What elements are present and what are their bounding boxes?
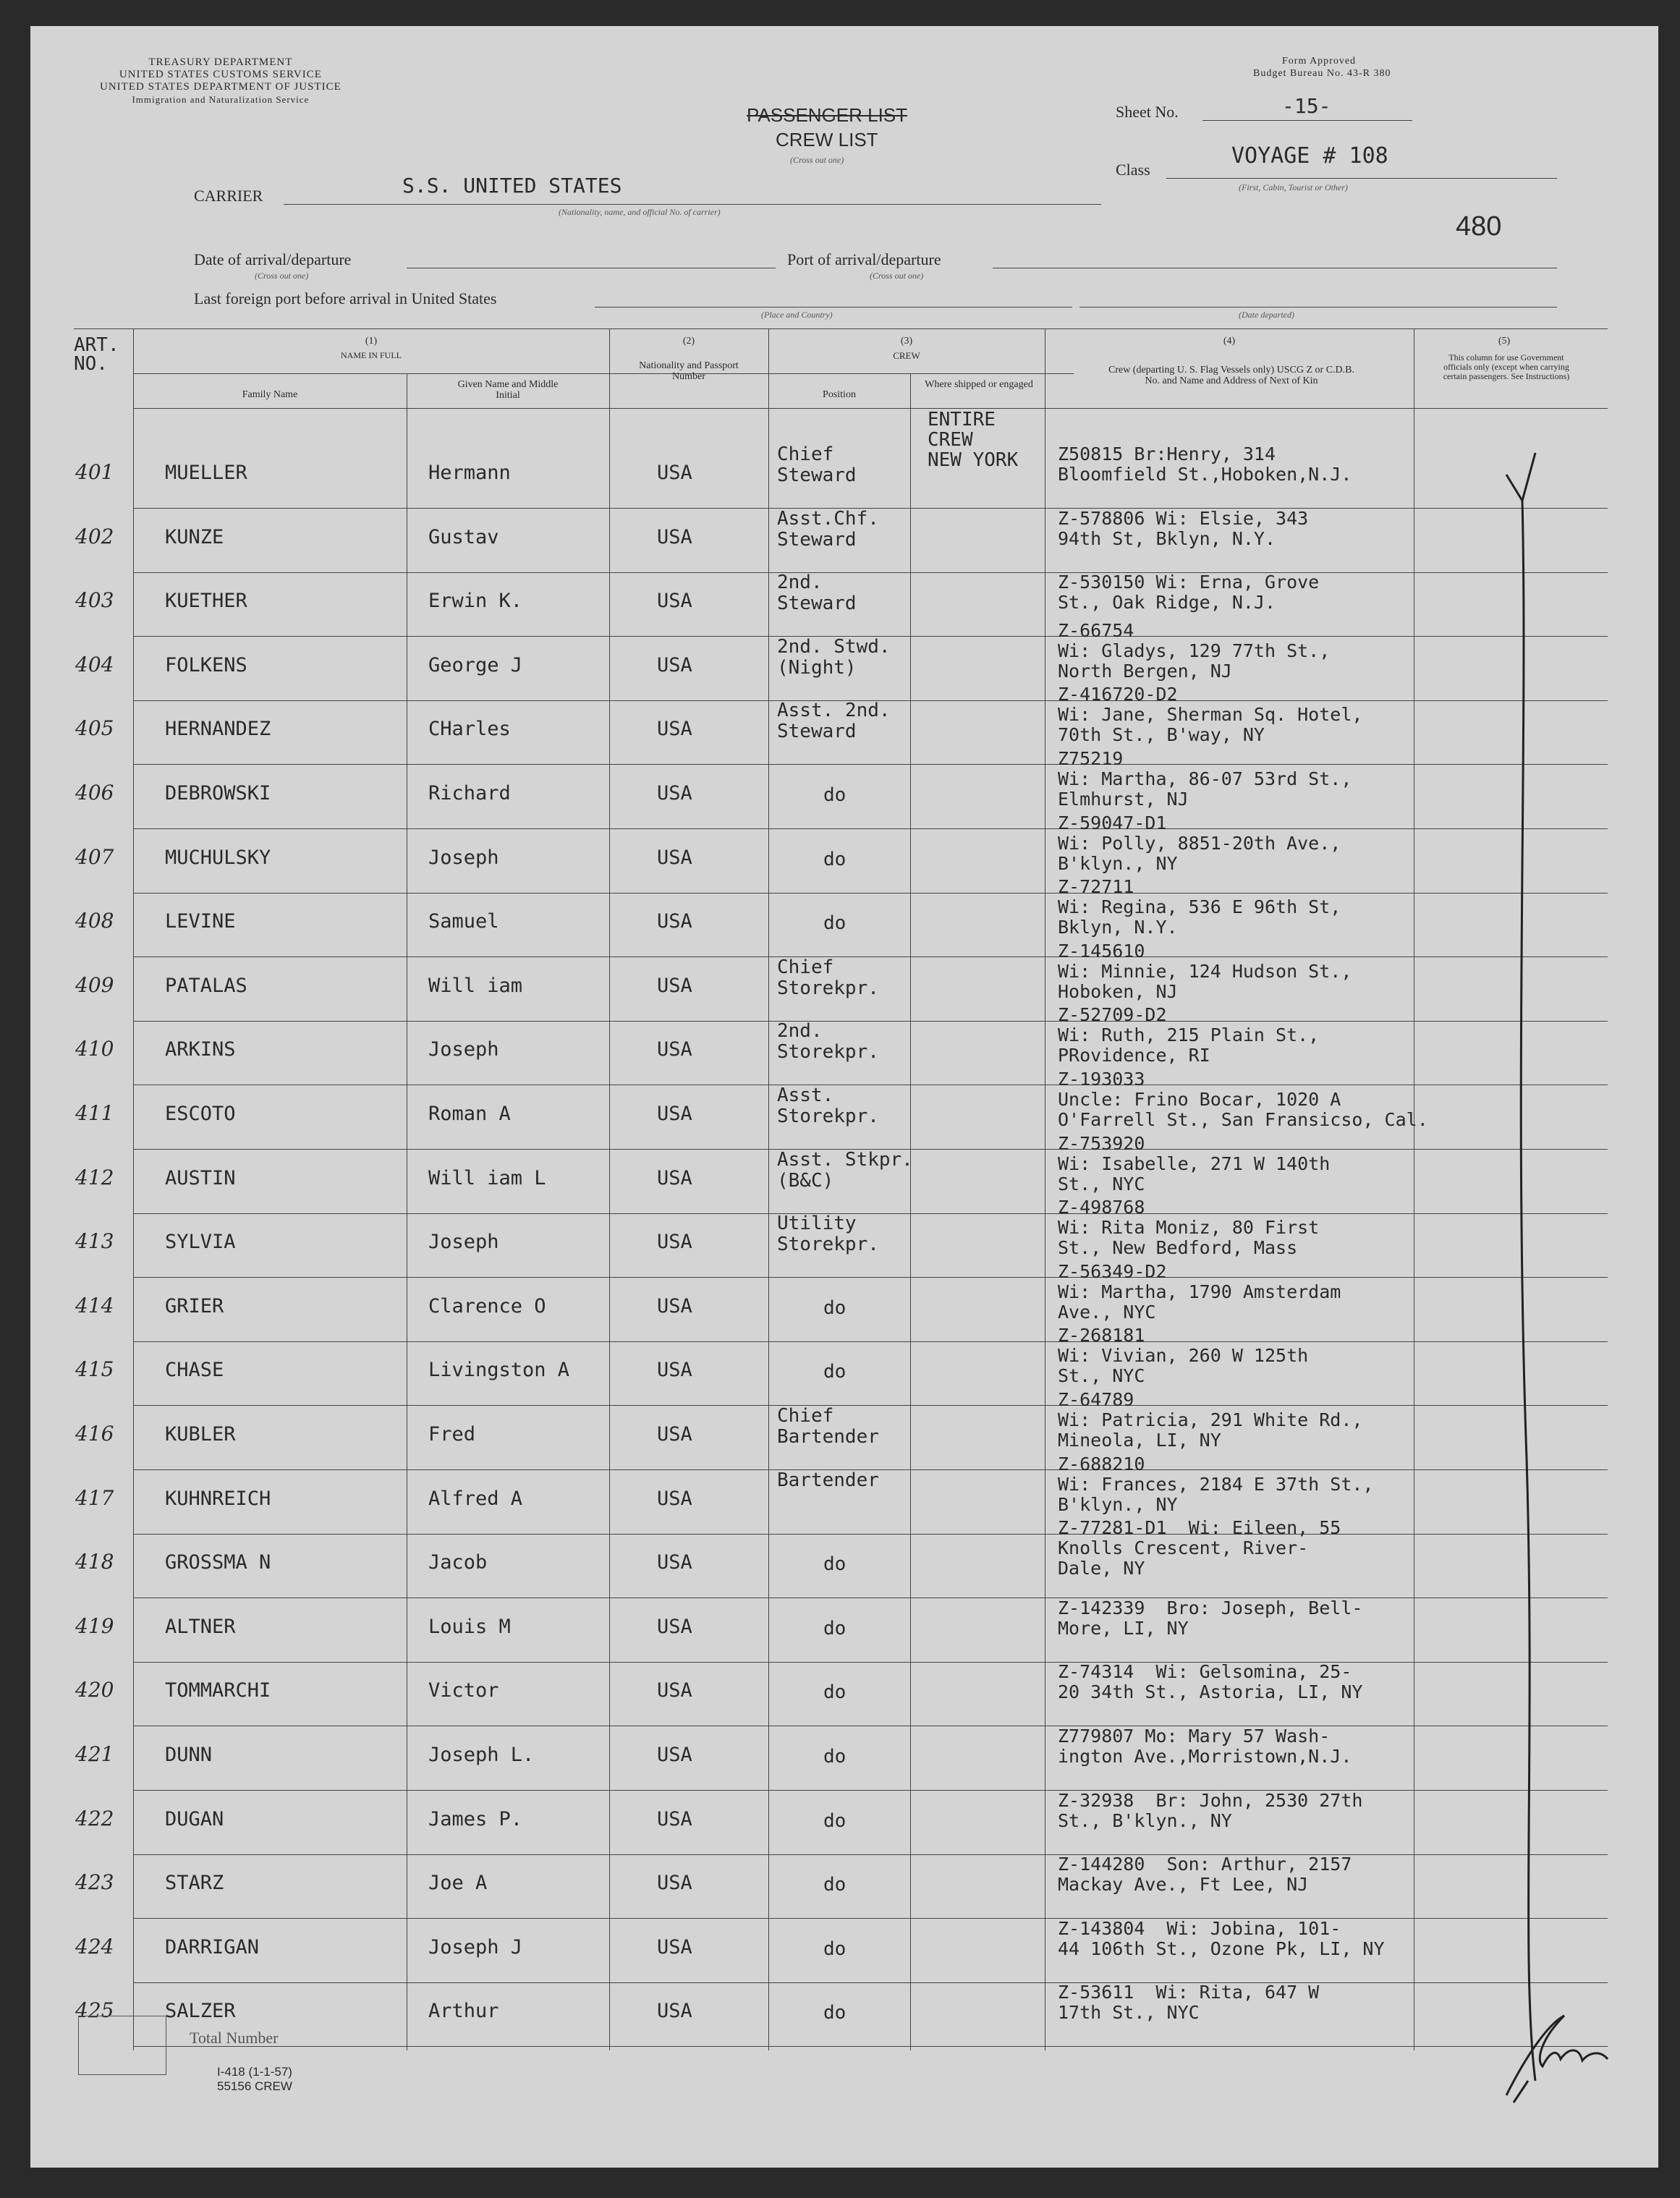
family-name: KUBLER [165, 1423, 236, 1446]
next-of-kin: Z-416720-D2 Wi: Jane, Sherman Sq. Hotel, 70th St., B'way, NY [1058, 684, 1363, 746]
table-row [30, 1917, 1658, 1985]
position: do [823, 1553, 847, 1576]
next-of-kin: Z-578806 Wi: Elsie, 343 94th St, Bklyn, N.Y. [1058, 507, 1309, 549]
position: Asst. 2nd. Steward [777, 700, 891, 743]
position: Asst. Stkpr. (B&C) [777, 1148, 913, 1192]
passenger-list-label: PASSENGER LIST [747, 104, 908, 126]
next-of-kin: Z-59047-D1 Wi: Polly, 8851-20th Ave., B'klyn., NY [1058, 812, 1341, 874]
given-name: Fred [428, 1423, 476, 1446]
art-number: 407 [75, 844, 114, 869]
family-name: DEBROWSKI [165, 782, 271, 805]
family-name: STARZ [165, 1872, 224, 1895]
sheet-label: Sheet No. [1116, 103, 1179, 121]
family-name: KUNZE [165, 525, 224, 548]
col3-title: CREW [893, 350, 920, 361]
given-name: CHarles [428, 718, 511, 741]
carrier-label: CARRIER [194, 187, 263, 205]
table-row [30, 1856, 1658, 1920]
position: do [823, 1681, 847, 1704]
nationality: USA [657, 462, 692, 484]
given-name: Joseph J [428, 1935, 523, 1959]
family-name: LEVINE [165, 910, 236, 933]
given-name: Louis M [428, 1615, 511, 1638]
given-name: Clarence O [428, 1294, 546, 1317]
next-of-kin: Z-145610 Wi: Minnie, 124 Hudson St., Hoboken, NJ [1058, 940, 1352, 1002]
position: 2nd. Steward [777, 572, 857, 615]
table-row [30, 1260, 1658, 1344]
position-header: Position [823, 389, 856, 400]
form-approved-line: Form Approved [1282, 56, 1357, 67]
position: do [823, 1746, 847, 1768]
next-of-kin: Z-498768 Wi: Rita Moniz, 80 First St., New Bedford, Mass [1058, 1197, 1320, 1259]
given-name: Victor [428, 1679, 499, 1702]
given-name: Samuel [428, 910, 499, 933]
nationality: USA [657, 974, 692, 997]
shipped-header: Where shipped or engaged [925, 379, 1033, 390]
class-label: Class [1116, 161, 1150, 179]
nationality: USA [657, 1551, 692, 1574]
family-name: AUSTIN [165, 1166, 236, 1189]
agency-header [100, 56, 341, 106]
table-row [30, 1663, 1658, 1728]
family-name: GROSSMA N [165, 1551, 271, 1574]
shipped-line: CREW [928, 429, 973, 451]
art-number: 411 [75, 1101, 114, 1125]
nationality-header: Nationality and Passport Number [639, 360, 739, 382]
nationality: USA [657, 525, 692, 548]
next-of-kin: Z-144280 Son: Arthur, 2157 Mackay Ave., Ft Lee, NJ [1058, 1854, 1352, 1896]
next-of-kin: Z-143804 Wi: Jobina, 101- 44 106th St., Ozone Pk, LI, NY [1058, 1917, 1385, 1959]
nationality: USA [657, 1679, 692, 1702]
next-of-kin: Z-74314 Wi: Gelsomina, 25- 20 34th St., Astoria, LI, NY [1058, 1661, 1363, 1703]
family-name: ARKINS [165, 1038, 236, 1061]
arrival-note: (Cross out one) [255, 271, 309, 281]
table-row [30, 940, 1658, 1023]
table-row [30, 1325, 1658, 1407]
nationality: USA [657, 2000, 692, 2023]
family-name: DARRIGAN [165, 1935, 260, 1959]
given-name: Richard [428, 782, 511, 805]
next-of-kin: Z-53611 Wi: Rita, 647 W 17th St., NYC [1058, 1982, 1320, 2024]
art-number: 412 [75, 1165, 114, 1189]
crew-detail-header: Crew (departing U. S. Flag Vessels only) USCG Z or C.D.B. No. and Name and Address of Next of Kin [1108, 365, 1354, 386]
arrival-label: Date of arrival/departure [194, 250, 352, 268]
family-name: FOLKENS [165, 653, 247, 676]
position: do [823, 1938, 847, 1960]
art-number: 408 [75, 909, 114, 933]
next-of-kin: Z-753920 Wi: Isabelle, 271 W 140th St., NYC [1058, 1132, 1331, 1195]
cross-out-note: (Cross out one) [790, 155, 844, 165]
table-row [30, 1132, 1658, 1215]
table-row [30, 748, 1658, 831]
port-label: Port of arrival/departure [787, 250, 941, 268]
nationality: USA [657, 1615, 692, 1638]
next-of-kin: Z50815 Br:Henry, 314 Bloomfield St.,Hoboken,N.J. [1058, 444, 1352, 485]
col3-number: (3) [900, 336, 913, 347]
given-name: Arthur [428, 2000, 499, 2023]
table-row [30, 812, 1658, 895]
next-of-kin: Z-268181 Wi: Vivian, 260 W 125th St., NYC [1058, 1325, 1309, 1387]
family-name: SYLVIA [165, 1231, 236, 1254]
next-of-kin: Z-56349-D2 Wi: Martha, 1790 Amsterdam Ave., NYC [1058, 1260, 1341, 1323]
col4-number: (4) [1223, 336, 1236, 347]
port-note: (Cross out one) [870, 271, 924, 281]
nationality: USA [657, 910, 692, 933]
last-port-label: Last foreign port before arrival in United States [194, 289, 497, 307]
given-name: Roman A [428, 1103, 511, 1125]
next-of-kin: Z-66754 Wi: Gladys, 129 77th St., North Bergen, NJ [1058, 619, 1331, 682]
handwritten-number: 480 [1456, 211, 1502, 242]
family-name: ESCOTO [165, 1103, 236, 1125]
art-number: 424 [75, 1934, 114, 1959]
family-name: MUELLER [165, 462, 247, 484]
position: do [823, 848, 847, 870]
given-name: George J [428, 653, 523, 676]
table-row [30, 1789, 1658, 1857]
given-name: Joseph L. [428, 1744, 535, 1766]
given-name: Joseph [428, 846, 499, 869]
table-row [30, 446, 1658, 510]
table-row [30, 1597, 1658, 1664]
agency-line: UNITED STATES CUSTOMS SERVICE [119, 69, 322, 80]
nationality: USA [657, 590, 692, 613]
table-row [30, 507, 1658, 574]
col5-note: This column for use Government officials only (except when carrying certain passengers. See Instructions) [1443, 352, 1570, 381]
position: do [823, 1874, 847, 1896]
next-of-kin: Z-530150 Wi: Erna, Grove St., Oak Ridge, N.J. [1058, 572, 1320, 614]
carrier-value: S.S. UNITED STATES [402, 174, 622, 198]
next-of-kin: Z-142339 Bro: Joseph, Bell- More, LI, NY [1058, 1597, 1363, 1639]
art-number: 409 [75, 972, 114, 997]
art-number: 423 [75, 1870, 114, 1895]
position: do [823, 912, 847, 935]
family-name: KUETHER [165, 590, 247, 613]
position: Bartender [777, 1469, 879, 1491]
given-name: Erwin K. [428, 590, 523, 613]
position: Asst. Storekpr. [777, 1085, 879, 1127]
class-value: VOYAGE # 108 [1231, 143, 1388, 169]
art-number: 417 [75, 1485, 114, 1510]
nationality: USA [657, 653, 692, 676]
family-name: TOMMARCHI [165, 1679, 271, 1702]
nationality: USA [657, 1872, 692, 1895]
art-no-header: ART. NO. [74, 334, 119, 375]
position: do [823, 1297, 847, 1319]
art-number: 420 [75, 1678, 114, 1702]
family-name: KUHNREICH [165, 1487, 271, 1510]
art-number: 403 [75, 588, 114, 613]
form-approved [1253, 55, 1391, 80]
art-number: 404 [75, 652, 114, 676]
table-row [30, 1069, 1658, 1151]
form-number: I-418 (1-1-57) [217, 2065, 292, 2079]
family-name: CHASE [165, 1359, 224, 1382]
table-row [30, 876, 1658, 959]
family-name: HERNANDEZ [165, 718, 271, 741]
given-name: Will iam [428, 974, 523, 997]
position: Chief Bartender [777, 1405, 879, 1448]
total-number-box [78, 2016, 166, 2075]
nationality: USA [657, 782, 692, 805]
table-row [30, 684, 1658, 766]
next-of-kin: Z-72711 Wi: Regina, 536 E 96th St, Bklyn, N.Y. [1058, 876, 1341, 938]
position: 2nd. Stwd. (Night) [777, 635, 891, 679]
position: do [823, 1361, 847, 1383]
family-name-header: Family Name [242, 389, 298, 400]
art-number: 425 [75, 1998, 114, 2023]
art-number: 416 [75, 1422, 114, 1446]
col1-number: (1) [365, 336, 378, 347]
position: do [823, 1617, 847, 1639]
shipped-line: NEW YORK [928, 449, 1019, 471]
given-name: Livingston A [428, 1359, 570, 1382]
given-name: James P. [428, 1807, 523, 1830]
next-of-kin: Z-193033 Uncle: Frino Bocar, 1020 A O'Farrell St., San Fransicso, Cal. [1058, 1069, 1428, 1130]
next-of-kin: Z-688210 Wi: Frances, 2184 E 37th St., B'klyn., NY [1058, 1453, 1374, 1515]
position: Chief Storekpr. [777, 956, 879, 999]
sheet-value: -15- [1282, 94, 1331, 118]
family-name: SALZER [165, 2000, 236, 2023]
agency-line: UNITED STATES DEPARTMENT OF JUSTICE [100, 81, 341, 93]
given-name: Hermann [428, 462, 511, 484]
position: Utility Storekpr. [777, 1213, 879, 1256]
given-name: Joseph [428, 1231, 499, 1254]
table-row [30, 1728, 1658, 1792]
family-name: PATALAS [165, 974, 247, 997]
shipped-line: ENTIRE [928, 409, 996, 430]
next-of-kin: Z-52709-D2 Wi: Ruth, 215 Plain St., PRovidence, RI [1058, 1004, 1320, 1066]
family-name: MUCHULSKY [165, 846, 271, 869]
position: do [823, 1809, 847, 1832]
next-of-kin: Z75219 Wi: Martha, 86-07 53rd St., Elmhurst, NJ [1058, 748, 1352, 810]
agency-line: Immigration and Naturalization Service [132, 94, 310, 105]
class-note: (First, Cabin, Tourist or Other) [1239, 182, 1348, 192]
verification-mark [1485, 446, 1571, 2110]
nationality: USA [657, 1807, 692, 1830]
art-number: 410 [75, 1037, 114, 1061]
position: 2nd. Storekpr. [777, 1020, 879, 1064]
nationality: USA [657, 1359, 692, 1382]
nationality: USA [657, 1744, 692, 1766]
next-of-kin: Z-32938 Br: John, 2530 27th St., B'klyn., NY [1058, 1789, 1363, 1831]
table-row [30, 1517, 1658, 1600]
art-number: 413 [75, 1229, 114, 1254]
position: Asst.Chf. Steward [777, 507, 879, 551]
col1-title: NAME IN FULL [341, 350, 402, 360]
position: Chief Steward [777, 444, 857, 486]
nationality: USA [657, 718, 692, 741]
nationality: USA [657, 1103, 692, 1125]
art-number: 401 [75, 460, 114, 484]
art-number: 418 [75, 1550, 114, 1574]
nationality: USA [657, 846, 692, 869]
given-name: Joseph [428, 1038, 499, 1061]
art-number: 419 [75, 1613, 114, 1638]
nationality: USA [657, 1231, 692, 1254]
given-name: Will iam L [428, 1166, 546, 1189]
table-row [30, 574, 1658, 638]
position: do [823, 784, 847, 806]
crew-list-label: CREW LIST [776, 129, 878, 150]
position: do [823, 2002, 847, 2024]
given-name: Jacob [428, 1551, 488, 1574]
art-number: 414 [75, 1293, 114, 1317]
carrier-note: (Nationality, name, and official No. of carrier) [559, 207, 721, 217]
nationality: USA [657, 1423, 692, 1446]
art-number: 402 [75, 524, 114, 548]
print-code: 55156 CREW [217, 2079, 292, 2093]
table-row [30, 619, 1658, 703]
family-name: ALTNER [165, 1615, 236, 1638]
place-note: (Place and Country) [761, 310, 833, 320]
nationality: USA [657, 1294, 692, 1317]
nationality: USA [657, 1935, 692, 1959]
art-number: 422 [75, 1806, 114, 1830]
art-number: 405 [75, 716, 114, 741]
nationality: USA [657, 1166, 692, 1189]
family-name: DUNN [165, 1744, 213, 1766]
next-of-kin: Z779807 Mo: Mary 57 Wash- ington Ave.,Morristown,N.J. [1058, 1726, 1352, 1767]
family-name: GRIER [165, 1294, 224, 1317]
agency-line: TREASURY DEPARTMENT [148, 56, 293, 68]
initials-signature [1499, 2008, 1615, 2110]
art-number: 421 [75, 1742, 114, 1766]
family-name: DUGAN [165, 1807, 224, 1830]
table-row [30, 1453, 1658, 1536]
form-approved-line: Budget Bureau No. 43-R 380 [1253, 68, 1391, 79]
col5-number: (5) [1498, 336, 1511, 347]
art-number: 406 [75, 781, 114, 805]
nationality: USA [657, 1038, 692, 1061]
date-note: (Date departed) [1239, 310, 1294, 320]
col2-number: (2) [682, 336, 695, 347]
nationality: USA [657, 1487, 692, 1510]
table-row [30, 1389, 1658, 1472]
next-of-kin: Z-77281-D1 Wi: Eileen, 55 Knolls Crescent, River- Dale, NY [1058, 1517, 1341, 1579]
given-name: Gustav [428, 525, 499, 548]
total-number-label: Total Number [190, 2029, 279, 2047]
art-number: 415 [75, 1357, 114, 1382]
given-name-header: Given Name and Middle Initial [457, 379, 559, 401]
next-of-kin: Z-64789 Wi: Patricia, 291 White Rd., Mineola, LI, NY [1058, 1389, 1363, 1451]
table-row [30, 1197, 1658, 1279]
given-name: Joe A [428, 1872, 488, 1895]
given-name: Alfred A [428, 1487, 523, 1510]
crew-list-sheet [30, 26, 1658, 2168]
